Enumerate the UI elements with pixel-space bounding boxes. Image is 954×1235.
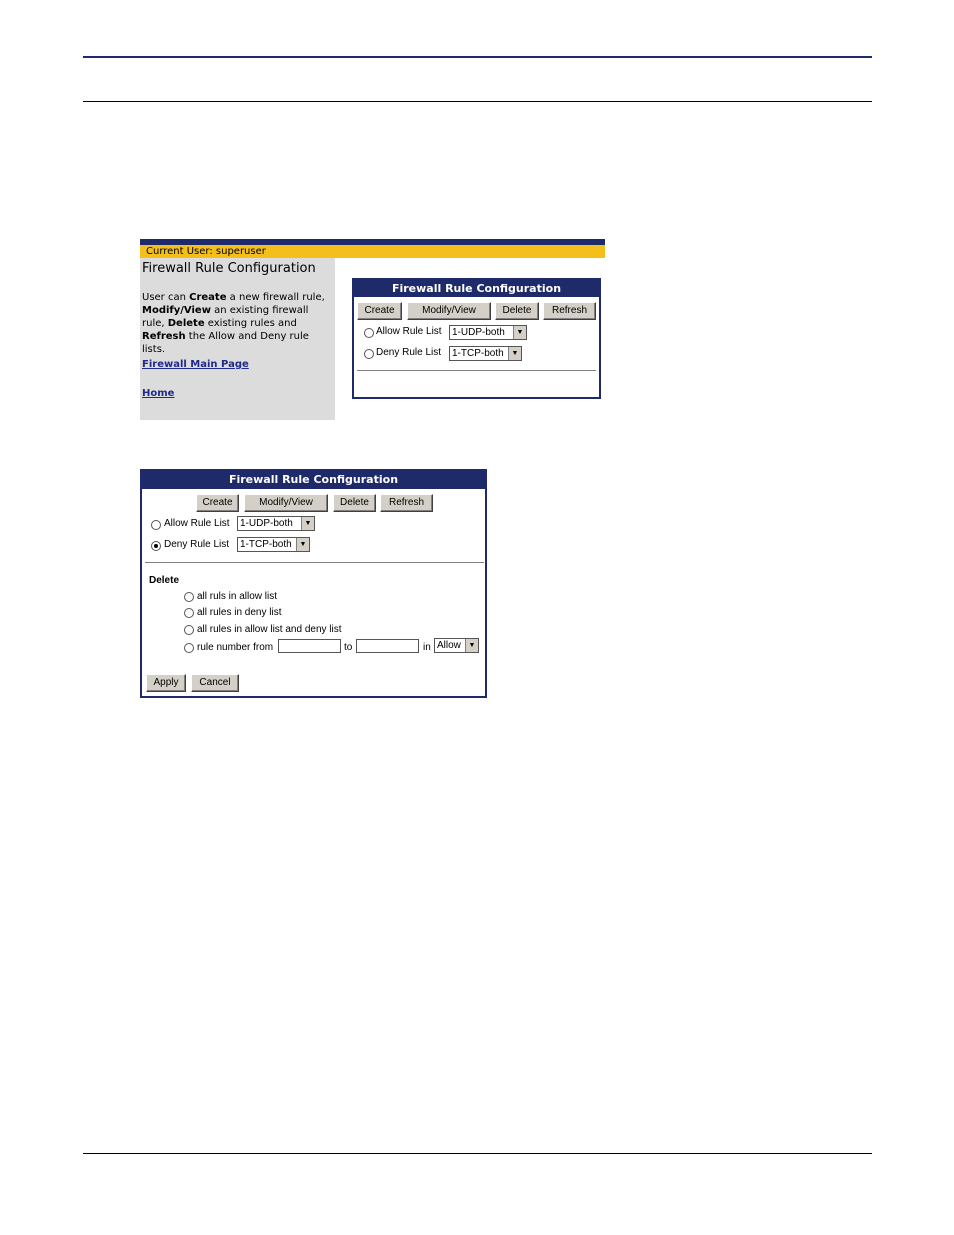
delete-heading: Delete: [149, 575, 180, 586]
deny-rule-value: 1-TCP-both: [240, 539, 292, 550]
delete-all-allow-label: all ruls in allow list: [197, 591, 278, 602]
delete-button[interactable]: Delete: [333, 494, 376, 512]
delete-all-both-radio[interactable]: [184, 625, 194, 635]
rule-list-value: Allow: [437, 640, 461, 651]
delete-button[interactable]: Delete: [495, 302, 539, 320]
in-label: in: [423, 642, 431, 653]
rule-from-input[interactable]: [278, 639, 341, 653]
allow-rule-value: 1-UDP-both: [452, 327, 505, 338]
firewall-rule-panel: [352, 278, 601, 399]
allow-rule-label: Allow Rule List: [376, 326, 442, 337]
allow-rule-select[interactable]: [449, 325, 527, 340]
dropdown-arrow-icon: ▼: [296, 538, 309, 551]
home-link[interactable]: Home: [142, 388, 175, 399]
rule-to-input[interactable]: [356, 639, 419, 653]
delete-all-deny-label: all rules in deny list: [197, 607, 282, 618]
desc-text: existing rules and: [204, 318, 297, 329]
delete-range-label: rule number from: [197, 642, 274, 653]
refresh-button[interactable]: Refresh: [543, 302, 596, 320]
cancel-button[interactable]: Cancel: [191, 674, 239, 692]
deny-rule-radio[interactable]: [364, 349, 374, 359]
apply-button[interactable]: Apply: [146, 674, 186, 692]
rule-list-select[interactable]: [434, 638, 479, 653]
divider: [357, 370, 596, 371]
left-info-panel: [140, 258, 335, 420]
panel-title: Firewall Rule Configuration: [354, 280, 599, 297]
desc-text: User can: [142, 292, 190, 303]
desc-text: the Allow and Deny rule lists.: [142, 331, 309, 355]
delete-all-deny-radio[interactable]: [184, 608, 194, 618]
desc-modify: Modify/View: [142, 305, 211, 316]
deny-rule-label: Deny Rule List: [164, 539, 230, 550]
desc-delete: Delete: [167, 318, 205, 329]
delete-range-radio[interactable]: [184, 643, 194, 653]
dropdown-arrow-icon: ▼: [301, 517, 314, 530]
allow-rule-value: 1-UDP-both: [240, 518, 293, 529]
firewall-rule-delete-panel: [140, 469, 487, 698]
current-user-bar: Current User: superuser: [140, 245, 605, 258]
footer-rule: [83, 1153, 872, 1154]
desc-text: an existing firewall rule,: [142, 305, 309, 329]
deny-rule-radio[interactable]: [151, 541, 161, 551]
divider: [145, 562, 484, 563]
panel-title: Firewall Rule Configuration: [142, 471, 485, 489]
allow-rule-label: Allow Rule List: [164, 518, 230, 529]
page-title: Firewall Rule Configuration: [142, 261, 316, 276]
desc-create: Create: [189, 292, 227, 303]
deny-rule-label: Deny Rule List: [376, 347, 442, 358]
deny-rule-value: 1-TCP-both: [452, 348, 504, 359]
allow-rule-radio[interactable]: [151, 520, 161, 530]
allow-rule-radio[interactable]: [364, 328, 374, 338]
dropdown-arrow-icon: ▼: [513, 326, 526, 339]
screenshot-firewall-main: [140, 239, 605, 420]
header-rule: [83, 56, 872, 58]
to-label: to: [344, 642, 353, 653]
delete-all-both-label: all rules in allow list and deny list: [197, 624, 342, 635]
allow-rule-select[interactable]: [237, 516, 315, 531]
modify-view-button[interactable]: Modify/View: [244, 494, 328, 512]
dropdown-arrow-icon: ▼: [465, 639, 478, 652]
delete-all-allow-radio[interactable]: [184, 592, 194, 602]
firewall-main-page-link[interactable]: Firewall Main Page: [142, 359, 249, 370]
deny-rule-select[interactable]: [449, 346, 522, 361]
deny-rule-select[interactable]: [237, 537, 310, 552]
desc-refresh: Refresh: [142, 331, 186, 342]
dropdown-arrow-icon: ▼: [508, 347, 521, 360]
create-button[interactable]: Create: [196, 494, 239, 512]
header-rule-thin: [83, 101, 872, 102]
description: [142, 291, 332, 356]
desc-text: a new firewall rule,: [226, 292, 325, 303]
create-button[interactable]: Create: [357, 302, 402, 320]
refresh-button[interactable]: Refresh: [380, 494, 433, 512]
modify-view-button[interactable]: Modify/View: [407, 302, 491, 320]
